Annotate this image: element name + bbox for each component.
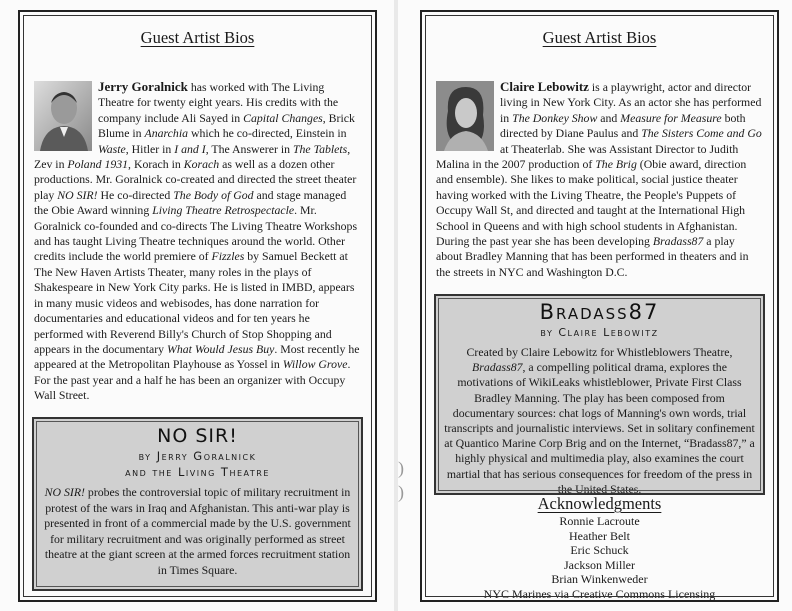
bradass87-play-box: [434, 294, 765, 495]
right-page-frame: [420, 10, 779, 602]
left-page-heading: Guest Artist Bios: [140, 28, 255, 47]
left-page: [0, 0, 394, 611]
binding-mark: ): [398, 458, 404, 478]
play-title: Bradass87: [539, 300, 660, 324]
portrait-photo-icon: [34, 81, 92, 151]
list-item: Heather Belt: [569, 528, 630, 543]
play-by-line: by Claire Lebowitz: [540, 326, 659, 339]
acknowledgments-list: [422, 514, 777, 602]
play-description: Created by Claire Lebowitz for Whistleblowers Theatre, Bradass87, a compelling political drama, explores the motivations of WikiLeaks whistleblower, Private First Class Bradley Manning. The play has been composed from documentary sources: chat logs of Manning's own words, trial transcripts and journalistic interviews. Set in solitary confinement at Quantico Marine Corp Brig and on the Internet, “Bradass87,” a highly physical and multimedia play, also examines the court martial that has serious consequences for freedom of the press in the United States.: [444, 345, 755, 496]
play-by-line: by Jerry Goralnick: [138, 449, 257, 463]
left-page-frame: [18, 10, 377, 602]
no-sir-play-box: [32, 417, 363, 591]
list-item: Jackson Miller: [564, 557, 635, 572]
play-title: NO SIR!: [157, 425, 238, 447]
play-by-line-2: and the Living Theatre: [125, 465, 270, 479]
play-description: NO SIR! probes the controversial topic of military recruitment in protest of the wars in Iraq and Afghanistan. This anti-war play is presented in front of a commercial made by the U.S. government for military recruitment and was originally performed as street theatre at the giant screen at the armed forces recruitment station in Times Square.: [44, 485, 351, 577]
binding-mark: ): [398, 482, 404, 502]
list-item: Ronnie Lacroute: [559, 514, 640, 528]
right-page: [398, 0, 792, 611]
right-page-heading: Guest Artist Bios: [542, 28, 657, 47]
list-item: NYC Marines via Creative Commons Licensing: [483, 586, 716, 601]
jerry-goralnick-bio: Jerry Goralnick has worked with The Living Theatre for twenty eight years. His credits with the company include Ali Sayed in Capital Changes, Brick Blume in Anarchia which he co-directed, Einstein in Waste, Hitler in I and I, The Answerer in The Tablets, Zev in Poland 1931, Korach in Korach as well as a dozen other productions. Mr. Goralnick co-created and directed the street theater play NO SIR! He co-directed The Body of God and stage managed the Obie Award winning Living Theatre Retrospectacle. Mr. Goralnick co-founded and co-directs The Living Theatre Workshops and has taught Living Theatre techniques around the world. Other credits include the world premiere of Fizzles by Samuel Beckett at The New Haven Artists Theater, many roles in the plays of Shakespeare in New York City parks. He is listed in IMBD, appears in many music videos and webisodes, has done narration for documentaries and educational videos and for ten years he performed with Reverend Billy's Church of Stop Shopping and appears in the documentary What Would Jesus Buy. Most recently he appeared at the Metropolitan Playhouse as Yossel in Willow Grove. For the past year and a half he has been an organizer with Occupy Wall Street.: [34, 79, 360, 403]
claire-lebowitz-bio: Claire Lebowitz is a playwright, actor and director living in New York City. As an actor she has performed in The Donkey Show and Measure for Measure both directed by Diane Paulus and The Sisters Come and Go at Theaterlab. She was Assistant Director to Judith Malina in the 2007 production of The Brig (Obie award, direction and ensemble). She likes to make political, social justice theater having worked with the Living Theatre, the People's Puppets of Occupy Wall St, and directed and taught at the International High School in Queens and with high school students in Afghanistan. During the past year she has been developing Bradass87 a play about Bradley Manning that has been performed in theaters and in the streets in NYC and Washington D.C.: [436, 79, 762, 279]
acknowledgments-heading: Acknowledgments: [537, 494, 662, 513]
list-item: Brian Winkenweder: [551, 572, 648, 587]
portrait-photo-icon: [436, 81, 494, 151]
bio-name: Jerry Goralnick: [98, 79, 188, 94]
bio-name: Claire Lebowitz: [500, 79, 589, 94]
list-item: Eric Schuck: [570, 543, 629, 558]
